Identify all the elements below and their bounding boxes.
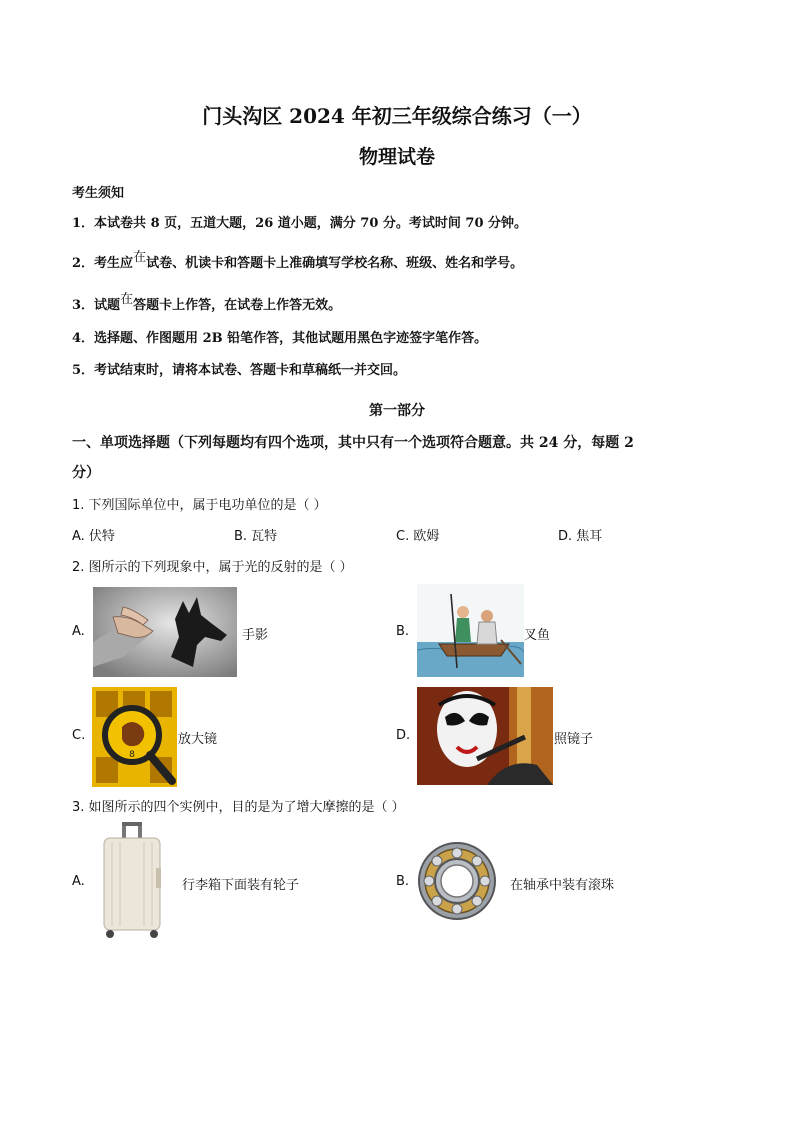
notice-item-text: 考试结束时，请将本试卷、答题卡和草稿纸一并交回。 (94, 363, 407, 378)
q2-option-b-caption: 叉鱼 (524, 628, 551, 643)
notice-item-num: 2． (72, 256, 95, 271)
section-heading-line2: 分） (72, 465, 100, 481)
notice-item-text: 本试卷共 8 页，五道大题，26 道小题，满分 70 分。考试时间 70 分钟。 (94, 216, 528, 231)
ball-bearing-image (416, 840, 498, 922)
opera-mirror-image (417, 687, 553, 785)
section-heading-line1: 一、单项选择题（下列每题均有四个选项，其中只有一个选项符合题意。共 24 分，每题 2 (72, 435, 634, 451)
question-1-stem: 1. 下列国际单位中，属于电功单位的是（ ） (72, 498, 327, 513)
q3-option-b-caption: 在轴承中装有滚珠 (510, 878, 615, 893)
q1-option-b: B. 瓦特 (234, 529, 278, 544)
spearfishing-image (417, 584, 524, 677)
q3-option-b-letter: B. (396, 874, 410, 889)
q2-option-d-letter: D. (396, 728, 411, 743)
q2-option-a-caption: 手影 (242, 628, 269, 643)
notice-item-text-pre: 试题 (94, 298, 121, 313)
exam-subtitle: 物理试卷 (358, 146, 435, 168)
q2-option-a-letter: A. (72, 624, 85, 639)
notice-item-num: 1． (72, 216, 95, 231)
notice-item-zai: 在 (120, 292, 134, 307)
q2-option-c-caption: 放大镜 (178, 732, 218, 747)
exam-title: 门头沟区 2024 年初三年级综合练习（一） (202, 104, 592, 128)
svg-text:8: 8 (129, 750, 135, 760)
notice-item-text: 选择题、作图题用 2B 铅笔作答，其他试题用黑色字迹签字笔作答。 (94, 331, 488, 346)
notice-item-zai: 在 (133, 250, 147, 265)
notice-item-3 (72, 294, 341, 313)
notice-item-num: 5． (72, 363, 95, 378)
magnifier-image (92, 687, 177, 787)
notice-item-1 (72, 212, 527, 231)
notice-item-num: 4． (72, 331, 95, 346)
q3-option-a-letter: A. (72, 874, 85, 889)
notice-item-text-pre: 考生应 (94, 256, 134, 271)
question-2-stem: 2. 图所示的下列现象中，属于光的反射的是（ ） (72, 560, 353, 575)
question-3-stem: 3. 如图所示的四个实例中，目的是为了增大摩擦的是（ ） (72, 800, 405, 815)
notice-item-2 (72, 252, 523, 271)
notice-item-5 (72, 359, 406, 378)
q1-option-a: A. 伏特 (72, 529, 115, 544)
part-title: 第一部分 (369, 403, 425, 419)
q2-option-d-caption: 照镜子 (554, 732, 594, 747)
notice-heading: 考生须知 (72, 186, 125, 201)
q1-option-d: D. 焦耳 (558, 529, 603, 544)
notice-item-text-post: 答题卡上作答，在试卷上作答无效。 (133, 298, 342, 313)
notice-item-4 (72, 327, 487, 346)
notice-item-text-post: 试卷、机读卡和答题卡上准确填写学校名称、班级、姓名和学号。 (146, 256, 524, 271)
q3-option-a-caption: 行李箱下面装有轮子 (182, 878, 300, 893)
q2-option-b-letter: B. (396, 624, 410, 639)
notice-item-num: 3． (72, 298, 95, 313)
q2-option-c-letter: C. (72, 728, 86, 743)
suitcase-image (100, 822, 164, 940)
q1-option-c: C. 欧姆 (396, 529, 440, 544)
hand-shadow-image (93, 587, 237, 677)
